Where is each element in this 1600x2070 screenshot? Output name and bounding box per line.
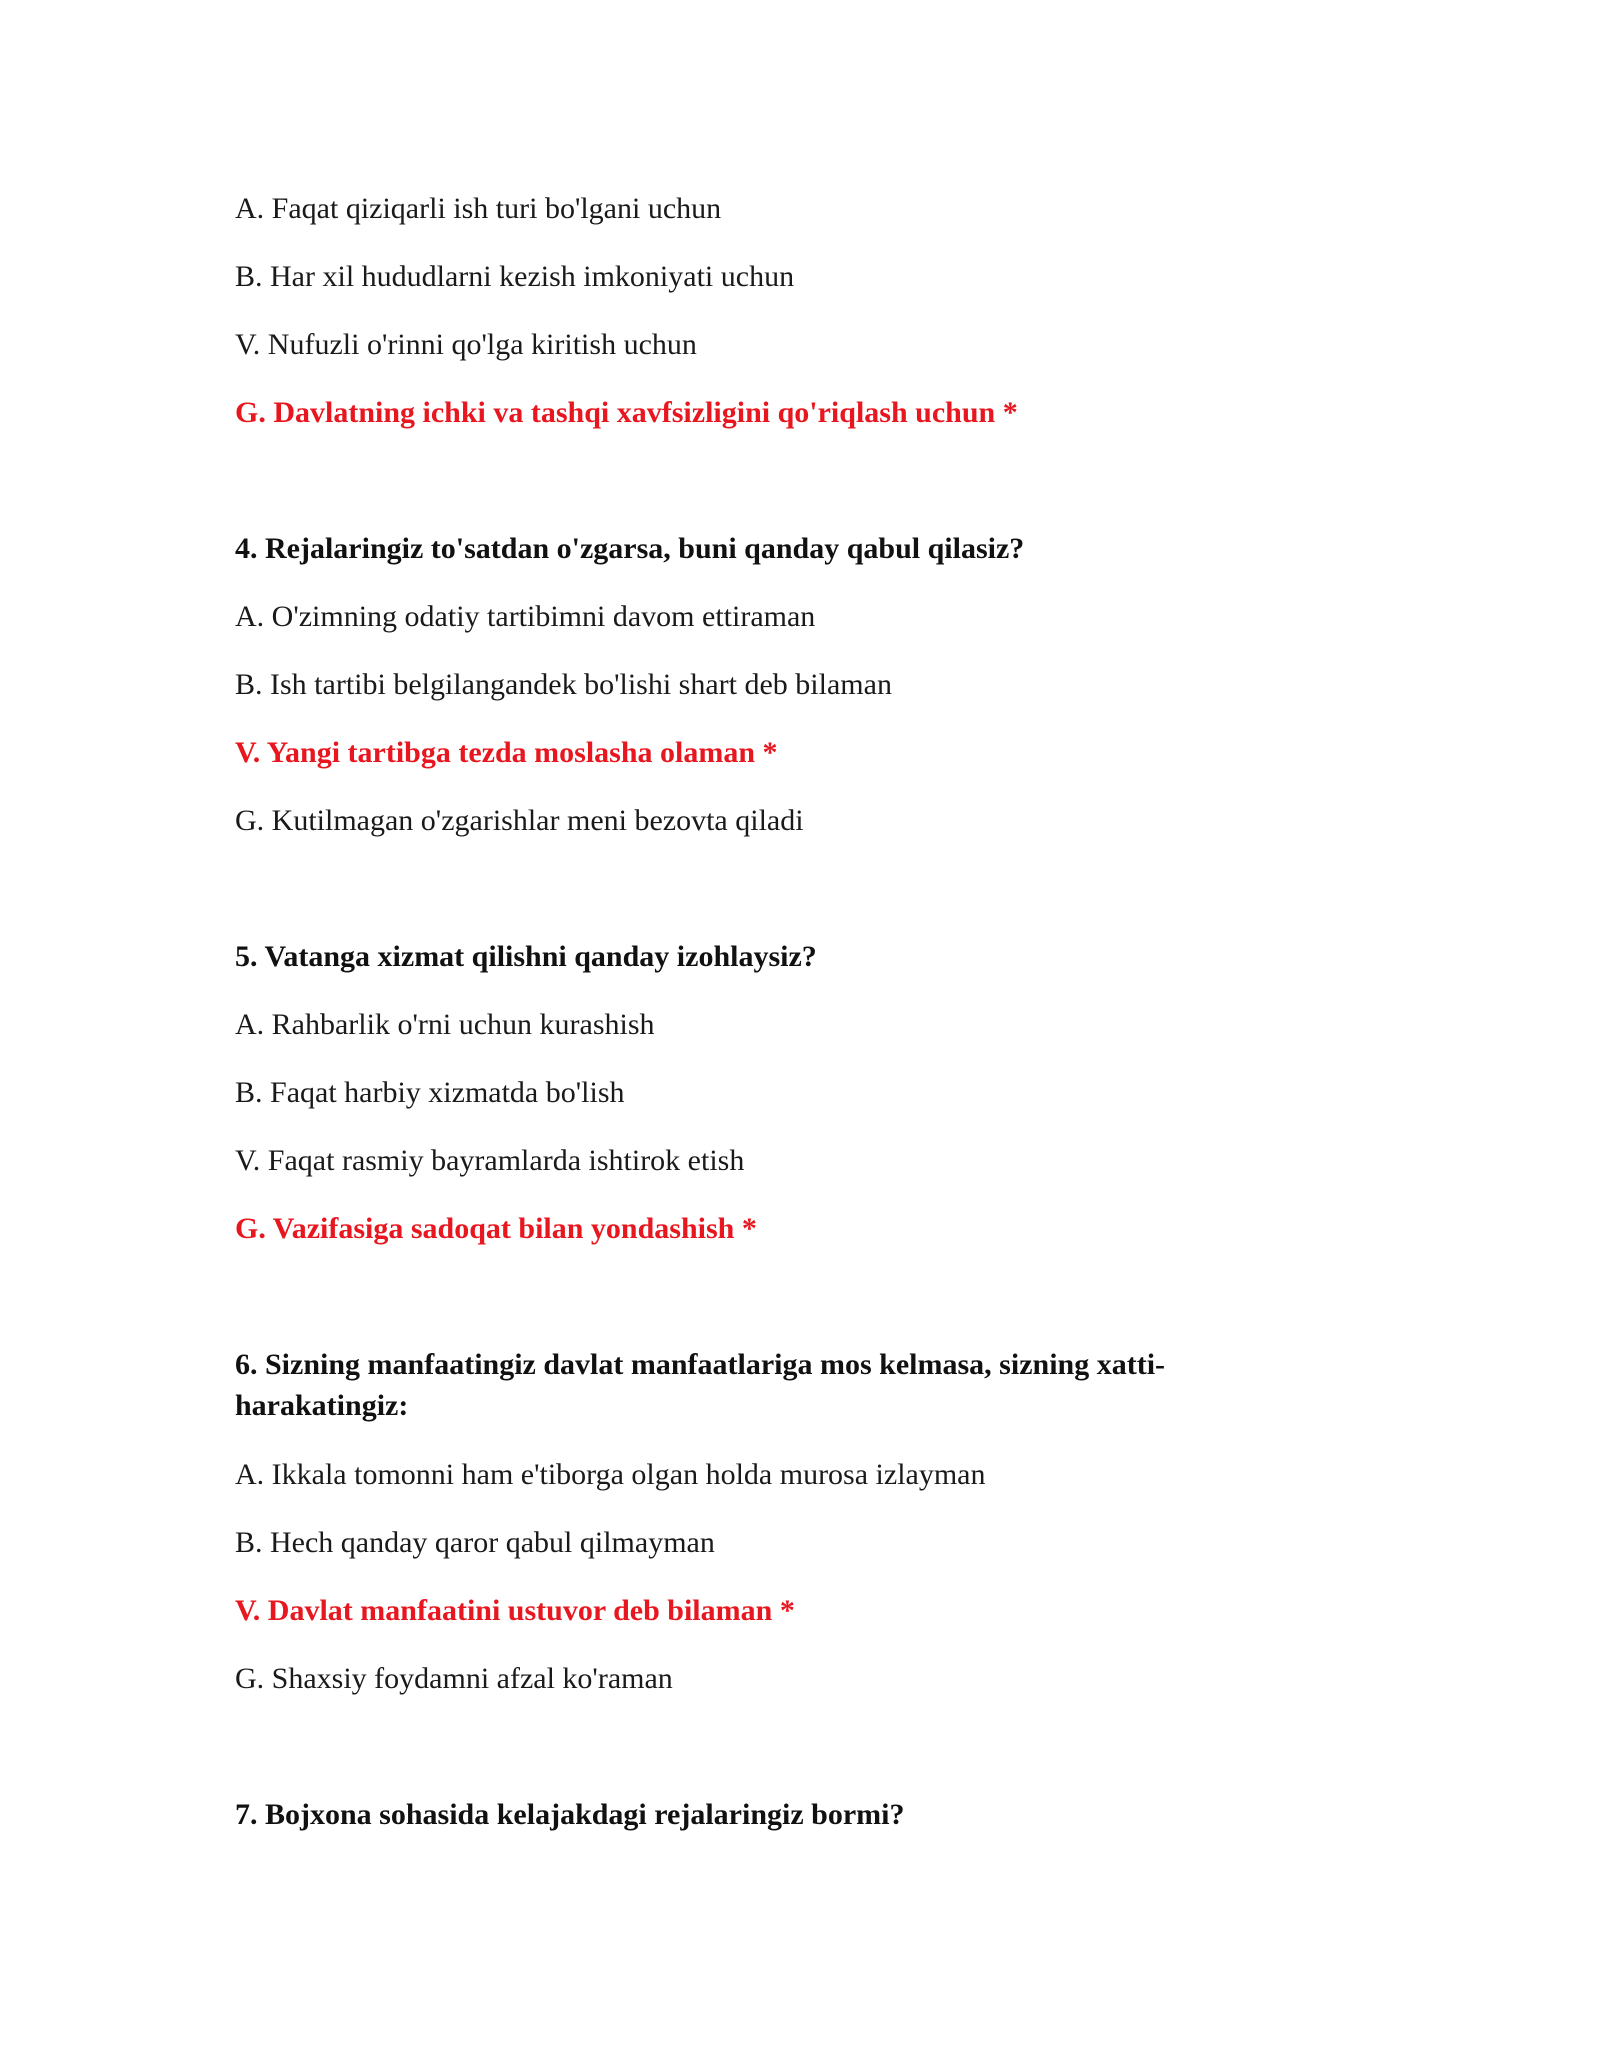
- q5-option-a: A. Rahbarlik o'rni uchun kurashish: [235, 1008, 655, 1041]
- q3-option-v: V. Nufuzli o'rinni qo'lga kiritish uchun: [235, 328, 697, 361]
- q4-option-b: B. Ish tartibi belgilangandek bo'lishi shart deb bilaman: [235, 668, 892, 701]
- q6-option-b: B. Hech qanday qaror qabul qilmayman: [235, 1526, 715, 1559]
- q6-question-line2: harakatingiz:: [235, 1389, 409, 1422]
- q3-option-b: B. Har xil hududlarni kezish imkoniyati uchun: [235, 260, 795, 293]
- q3-option-g-correct: G. Davlatning ichki va tashqi xavfsizligini qo'riqlash uchun *: [235, 396, 1018, 429]
- q4-option-a: A. O'zimning odatiy tartibimni davom ettiraman: [235, 600, 816, 633]
- q3-option-a: A. Faqat qiziqarli ish turi bo'lgani uchun: [235, 192, 722, 225]
- q4-option-g: G. Kutilmagan o'zgarishlar meni bezovta qiladi: [235, 804, 804, 837]
- q7-question: 7. Bojxona sohasida kelajakdagi rejalaringiz bormi?: [235, 1798, 905, 1831]
- q6-option-g: G. Shaxsiy foydamni afzal ko'raman: [235, 1662, 673, 1695]
- q4-option-v-correct: V. Yangi tartibga tezda moslasha olaman *: [235, 736, 778, 769]
- q6-option-v-correct: V. Davlat manfaatini ustuvor deb bilaman *: [235, 1594, 795, 1627]
- q5-question: 5. Vatanga xizmat qilishni qanday izohlaysiz?: [235, 940, 817, 973]
- q5-option-g-correct: G. Vazifasiga sadoqat bilan yondashish *: [235, 1212, 757, 1245]
- q6-option-a: A. Ikkala tomonni ham e'tiborga olgan holda murosa izlayman: [235, 1458, 986, 1491]
- q5-option-b: B. Faqat harbiy xizmatda bo'lish: [235, 1076, 625, 1109]
- q5-option-v: V. Faqat rasmiy bayramlarda ishtirok etish: [235, 1144, 745, 1177]
- q4-question: 4. Rejalaringiz to'satdan o'zgarsa, buni qanday qabul qilasiz?: [235, 532, 1025, 565]
- q6-question-line1: 6. Sizning manfaatingiz davlat manfaatlariga mos kelmasa, sizning xatti-: [235, 1348, 1166, 1381]
